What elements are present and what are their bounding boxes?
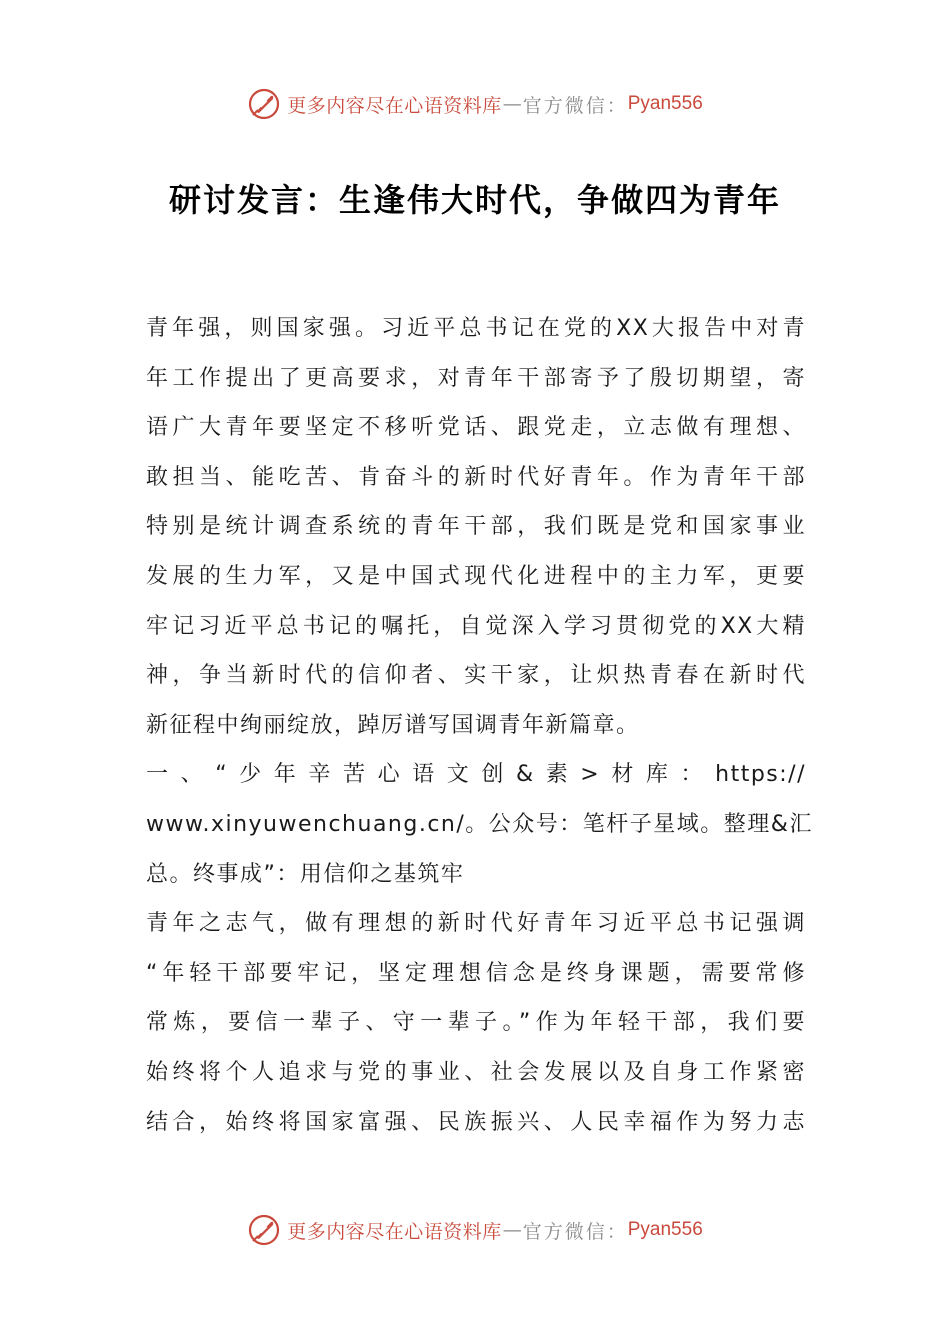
section-heading-line: 一、“少年辛苦心语文创&素>材库：https:// bbox=[146, 762, 806, 788]
body-line: 年工作提出了更高要求，对青年干部寄予了殷切期望，寄 bbox=[146, 365, 806, 391]
body-line: 青年之志气，做有理想的新时代好青年习近平总书记强调 bbox=[146, 911, 806, 937]
banner-wechat-label: 官方微信： bbox=[522, 1220, 628, 1243]
body-line: 结合，始终将国家富强、民族振兴、人民幸福作为努力志 bbox=[146, 1109, 806, 1135]
section-heading-line: 总。终事成”：用信仰之基筑牢 bbox=[146, 861, 465, 887]
body-line: 始终将个人追求与党的事业、社会发展以及自身工作紧密 bbox=[146, 1059, 806, 1085]
body-line: 特别是统计调查系统的青年干部，我们既是党和国家事业 bbox=[146, 514, 806, 540]
section-heading-line: www.xinyuwenchuang.cn/。公众号：笔杆子星域。整理&汇 bbox=[146, 811, 813, 837]
banner-dash: — bbox=[502, 93, 522, 115]
banner-dash: — bbox=[502, 1219, 522, 1241]
feather-pen-icon bbox=[247, 1213, 281, 1247]
body-line: 敢担当、能吃苦、肯奋斗的新时代好青年。作为青年干部 bbox=[146, 464, 806, 490]
document-body bbox=[146, 304, 813, 1147]
banner-wechat-handle: Pyan556 bbox=[627, 93, 703, 114]
banner-lead-text: 更多内容尽在心语资料库 bbox=[287, 1220, 502, 1243]
header-banner bbox=[0, 82, 950, 126]
body-line: 牢记习近平总书记的嘱托，自觉深入学习贯彻党的XX大精 bbox=[146, 613, 806, 639]
footer-banner bbox=[0, 1208, 950, 1252]
body-line: 常炼，要信一辈子、守一辈子。”作为年轻干部，我们要 bbox=[146, 1010, 806, 1036]
document-title: 研讨发言：生逢伟大时代，争做四为青年 bbox=[168, 181, 781, 219]
banner-wechat-handle: Pyan556 bbox=[627, 1219, 703, 1240]
banner-lead-text: 更多内容尽在心语资料库 bbox=[287, 94, 502, 117]
feather-pen-icon bbox=[247, 87, 281, 121]
body-line: 语广大青年要坚定不移听党话、跟党走，立志做有理想、 bbox=[146, 415, 806, 441]
body-line: 发展的生力军，又是中国式现代化进程中的主力军，更要 bbox=[146, 563, 806, 589]
body-line: 新征程中绚丽绽放，踔厉谱写国调青年新篇章。 bbox=[146, 712, 640, 738]
banner-wechat-label: 官方微信： bbox=[522, 94, 628, 117]
body-line: 青年强，则国家强。习近平总书记在党的XX大报告中对青 bbox=[146, 316, 806, 341]
body-line: 神，争当新时代的信仰者、实干家，让炽热青春在新时代 bbox=[146, 663, 806, 689]
body-line: “年轻干部要牢记，坚定理想信念是终身课题，需要常修 bbox=[146, 960, 806, 986]
